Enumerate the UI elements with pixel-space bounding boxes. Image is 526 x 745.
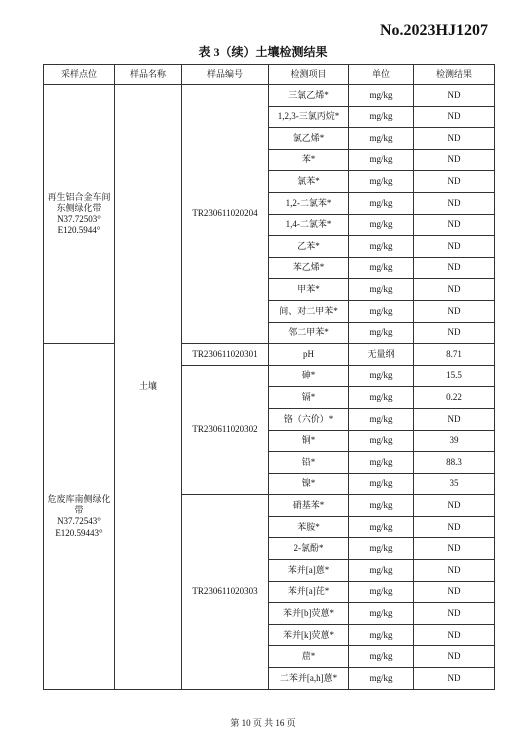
sampling-site [44,344,115,690]
result: ND [414,149,495,171]
test-item: 苯胺* [269,516,349,538]
unit: mg/kg [349,300,414,322]
header-unit: 单位 [349,65,414,85]
unit: mg/kg [349,603,414,625]
unit: mg/kg [349,387,414,409]
header-result: 检测结果 [414,65,495,85]
sampling-site-line: 带 [74,505,84,516]
sample-id: TR230611020302 [182,365,269,495]
result: ND [414,236,495,258]
test-item: 砷* [269,365,349,387]
test-item: 1,2-二氯苯* [269,192,349,214]
result: 39 [414,430,495,452]
unit: mg/kg [349,516,414,538]
sampling-site-line: E120.59443° [55,527,103,538]
unit: mg/kg [349,408,414,430]
result: ND [414,495,495,517]
test-item: 2-氯酚* [269,538,349,560]
test-item: 苯并[k]荧蒽* [269,624,349,646]
unit: mg/kg [349,236,414,258]
sampling-site-line: E120.5944° [57,225,101,236]
unit: mg/kg [349,646,414,668]
table-row [44,344,495,366]
unit: mg/kg [349,279,414,301]
test-item: 苯并[b]荧蒽* [269,603,349,625]
test-item: 甲苯* [269,279,349,301]
unit: mg/kg [349,365,414,387]
header-sample-id: 样品编号 [182,65,269,85]
unit: mg/kg [349,473,414,495]
test-item: 1,4-二氯苯* [269,214,349,236]
result: ND [414,322,495,344]
unit: mg/kg [349,495,414,517]
sample-name: 土壤 [115,85,182,690]
result: ND [414,85,495,107]
sampling-site-line: 东侧绿化带 [56,202,102,213]
sample-id: TR230611020301 [182,344,269,366]
unit: mg/kg [349,624,414,646]
sampling-site-line: N37.72543° [57,516,101,527]
unit: 无量纲 [349,344,414,366]
page-footer: 第 10 页 共 16 页 [230,718,296,728]
table-title: 表 3（续）土壤检测结果 [198,45,328,59]
document-number: No.2023HJ1207 [380,22,488,39]
result: ND [414,408,495,430]
result: ND [414,516,495,538]
test-item: 二苯并[a,h]蒽* [269,668,349,690]
result: ND [414,171,495,193]
header-site: 采样点位 [44,65,115,85]
sampling-site-line: 危废库南侧绿化 [47,493,111,504]
test-item: 苯并[a]蒽* [269,560,349,582]
test-item: 苯乙烯* [269,257,349,279]
test-item: 铜* [269,430,349,452]
result: ND [414,214,495,236]
test-item: 苯* [269,149,349,171]
result: ND [414,279,495,301]
unit: mg/kg [349,668,414,690]
unit: mg/kg [349,106,414,128]
result: 0.22 [414,387,495,409]
result: ND [414,538,495,560]
unit: mg/kg [349,538,414,560]
unit: mg/kg [349,128,414,150]
test-item: 氯苯* [269,171,349,193]
sample-id: TR230611020204 [182,85,269,344]
test-item: 间、对二甲苯* [269,300,349,322]
result: 8.71 [414,344,495,366]
result: ND [414,646,495,668]
result: 88.3 [414,452,495,474]
header-item: 检测项目 [269,65,349,85]
test-item: 硝基苯* [269,495,349,517]
unit: mg/kg [349,560,414,582]
result: ND [414,192,495,214]
result: ND [414,128,495,150]
test-item: pH [269,344,349,366]
unit: mg/kg [349,85,414,107]
test-item: 三氯乙烯* [269,85,349,107]
test-item: 苯并[a]芘* [269,581,349,603]
test-item: 镍* [269,473,349,495]
sample-id: TR230611020303 [182,495,269,689]
result: ND [414,603,495,625]
result: ND [414,300,495,322]
result: ND [414,581,495,603]
test-item: 1,2,3-三氯丙烷* [269,106,349,128]
result: ND [414,106,495,128]
unit: mg/kg [349,149,414,171]
result: ND [414,624,495,646]
test-item: 䓛* [269,646,349,668]
test-item: 乙苯* [269,236,349,258]
soil-results-table [43,64,495,690]
test-item: 氯乙烯* [269,128,349,150]
unit: mg/kg [349,171,414,193]
test-item: 镉* [269,387,349,409]
sampling-site-line: 再生铝合金车间 [47,191,111,202]
sampling-site-line: N37.72503° [57,214,101,225]
unit: mg/kg [349,192,414,214]
sampling-site [44,85,115,344]
result: ND [414,560,495,582]
table-row [44,85,495,107]
table-header-row [44,65,495,85]
unit: mg/kg [349,257,414,279]
test-item: 铬（六价）* [269,408,349,430]
result: ND [414,668,495,690]
unit: mg/kg [349,581,414,603]
test-item: 铅* [269,452,349,474]
header-sample-name: 样品名称 [115,65,182,85]
result: ND [414,257,495,279]
unit: mg/kg [349,322,414,344]
unit: mg/kg [349,214,414,236]
test-item: 邻二甲苯* [269,322,349,344]
unit: mg/kg [349,430,414,452]
result: 15.5 [414,365,495,387]
result: 35 [414,473,495,495]
unit: mg/kg [349,452,414,474]
